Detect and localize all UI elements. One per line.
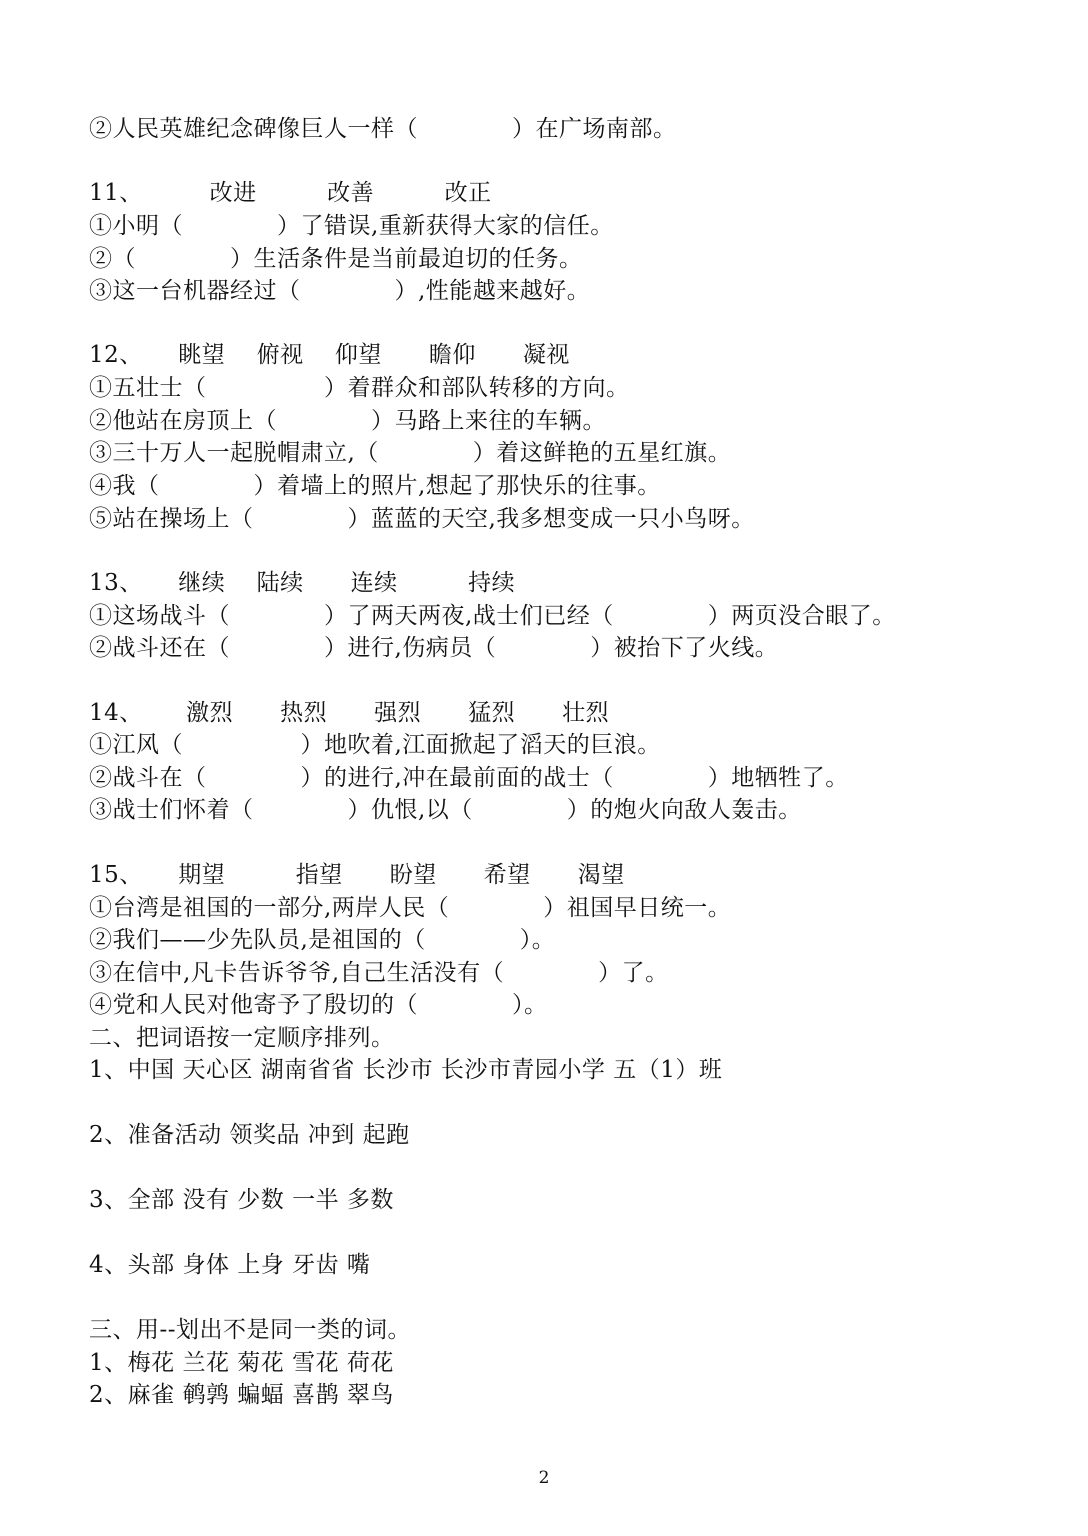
ordering-item: 4、头部 身体 上身 牙齿 嘴 (89, 1252, 371, 1278)
question-line: ②他站在房顶上（ ）马路上来往的车辆。 (89, 408, 606, 434)
ordering-item: 3、全部 没有 少数 一半 多数 (89, 1187, 394, 1213)
page-number: 2 (538, 1468, 550, 1488)
question-heading-15: 15、 期望 指望 盼望 希望 渴望 (89, 862, 625, 888)
question-line: ③这一台机器经过（ ）,性能越来越好。 (89, 278, 591, 304)
question-line: ⑤站在操场上（ ）蓝蓝的天空,我多想变成一只小鸟呀。 (89, 506, 755, 532)
question-line: ②战斗在（ ）的进行,冲在最前面的战士（ ）地牺牲了。 (89, 765, 849, 791)
question-heading-11: 11、 改进 改善 改正 (89, 180, 492, 206)
question-line: ①江风（ ）地吹着,江面掀起了滔天的巨浪。 (89, 732, 661, 758)
section-heading-2: 二、把词语按一定顺序排列。 (89, 1025, 395, 1051)
question-line: ④党和人民对他寄予了殷切的（ ）。 (89, 992, 548, 1018)
question-line: ①五壮士（ ）着群众和部队转移的方向。 (89, 375, 630, 401)
question-line: ②战斗还在（ ）进行,伤病员（ ）被抬下了火线。 (89, 635, 779, 661)
question-line: ③战士们怀着（ ）仇恨,以（ ）的炮火向敌人轰击。 (89, 797, 802, 823)
question-line: ④我（ ）着墙上的照片,想起了那快乐的往事。 (89, 473, 661, 499)
ordering-item: 2、准备活动 领奖品 冲到 起跑 (89, 1122, 410, 1148)
section-heading-3: 三、用--划出不是同一类的词。 (89, 1317, 412, 1343)
question-line: ②人民英雄纪念碑像巨人一样（ ）在广场南部。 (89, 116, 677, 142)
question-heading-12: 12、 眺望 俯视 仰望 瞻仰 凝视 (89, 342, 570, 368)
question-line: ③在信中,凡卡告诉爷爷,自己生活没有（ ）了。 (89, 960, 669, 986)
question-heading-14: 14、 激烈 热烈 强烈 猛烈 壮烈 (89, 700, 610, 726)
question-heading-13: 13、 继续 陆续 连续 持续 (89, 570, 516, 596)
question-line: ①这场战斗（ ）了两天两夜,战士们已经（ ）两页没合眼了。 (89, 603, 896, 629)
classification-item: 2、麻雀 鹌鹑 蝙蝠 喜鹊 翠鸟 (89, 1382, 394, 1408)
question-line: ①小明（ ）了错误,重新获得大家的信任。 (89, 213, 614, 239)
ordering-item: 1、中国 天心区 湖南省省 长沙市 长沙市青园小学 五（1）班 (89, 1057, 723, 1083)
question-line: ②我们——少先队员,是祖国的（ ）。 (89, 927, 556, 953)
classification-item: 1、梅花 兰花 菊花 雪花 荷花 (89, 1350, 394, 1376)
question-line: ①台湾是祖国的一部分,两岸人民（ ）祖国早日统一。 (89, 895, 732, 921)
question-line: ②（ ）生活条件是当前最迫切的任务。 (89, 246, 583, 272)
question-line: ③三十万人一起脱帽肃立,（ ）着这鲜艳的五星红旗。 (89, 440, 732, 466)
